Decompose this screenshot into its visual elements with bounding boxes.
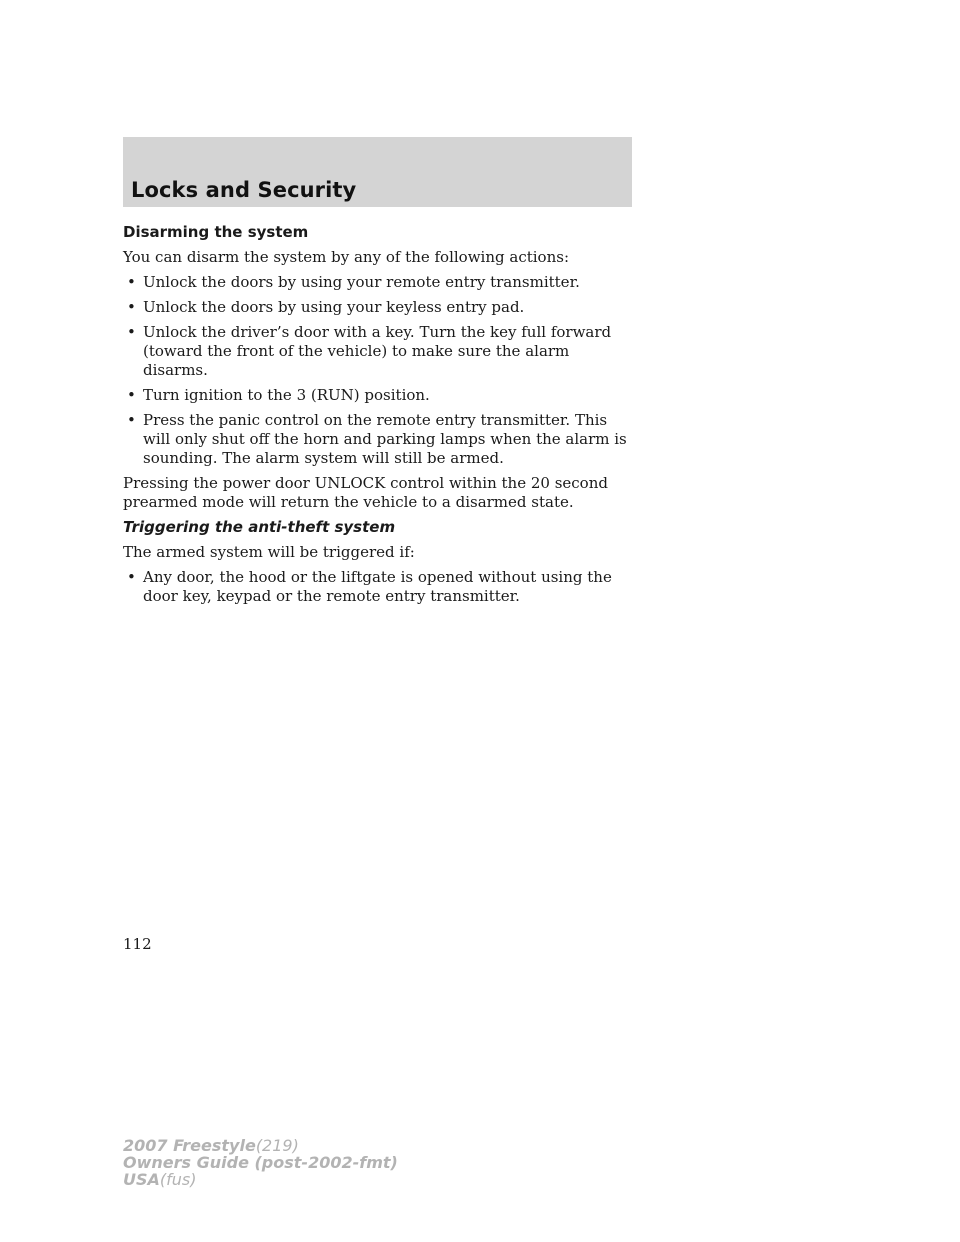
- bullet-icon: •: [127, 323, 136, 341]
- disarming-note: Pressing the power door UNLOCK control within the 20 second prearmed mode will return the vehicle to a disarmed state.: [123, 474, 608, 511]
- footer-market: USA: [123, 1170, 160, 1189]
- disarming-list: [123, 273, 633, 468]
- footer-line-3: [123, 1171, 398, 1188]
- footer-model-code: (219): [255, 1136, 299, 1155]
- page-number: 112: [123, 935, 152, 953]
- list-item: • Unlock the driver’s door with a key. Turn the key full forward (toward the front of the vehicle) to make sure the alarm disarms.: [127, 323, 612, 379]
- list-item: • Any door, the hood or the liftgate is opened without using the door key, keypad or the remote entry transmitter.: [127, 568, 612, 605]
- footer-line-2: [123, 1154, 398, 1171]
- list-item: • Unlock the doors by using your keyless entry pad.: [127, 298, 525, 316]
- document-footer: [123, 1137, 398, 1188]
- list-item: • Unlock the doors by using your remote entry transmitter.: [127, 273, 580, 291]
- footer-model: 2007 Freestyle: [123, 1136, 256, 1155]
- triggering-intro: The armed system will be triggered if:: [123, 543, 415, 561]
- bullet-icon: •: [127, 298, 136, 316]
- disarming-heading: Disarming the system: [123, 223, 309, 241]
- triggering-heading: Triggering the anti-theft system: [123, 518, 396, 536]
- list-item: • Press the panic control on the remote entry transmitter. This will only shut off the horn and parking lamps when the alarm is sounding. The alarm system will still be armed.: [127, 411, 627, 467]
- section-title: Locks and Security: [131, 178, 357, 202]
- triggering-list: [123, 568, 633, 606]
- list-item: • Turn ignition to the 3 (RUN) position.: [127, 386, 430, 404]
- bullet-icon: •: [127, 273, 136, 291]
- footer-line-1: [123, 1137, 398, 1154]
- footer-market-code: (fus): [159, 1170, 197, 1189]
- disarming-intro: You can disarm the system by any of the following actions:: [123, 248, 569, 266]
- bullet-icon: •: [127, 386, 136, 404]
- footer-guide: Owners Guide (post-2002-fmt): [123, 1153, 398, 1172]
- bullet-icon: •: [127, 411, 136, 429]
- bullet-icon: •: [127, 568, 136, 586]
- page-content: [123, 223, 633, 612]
